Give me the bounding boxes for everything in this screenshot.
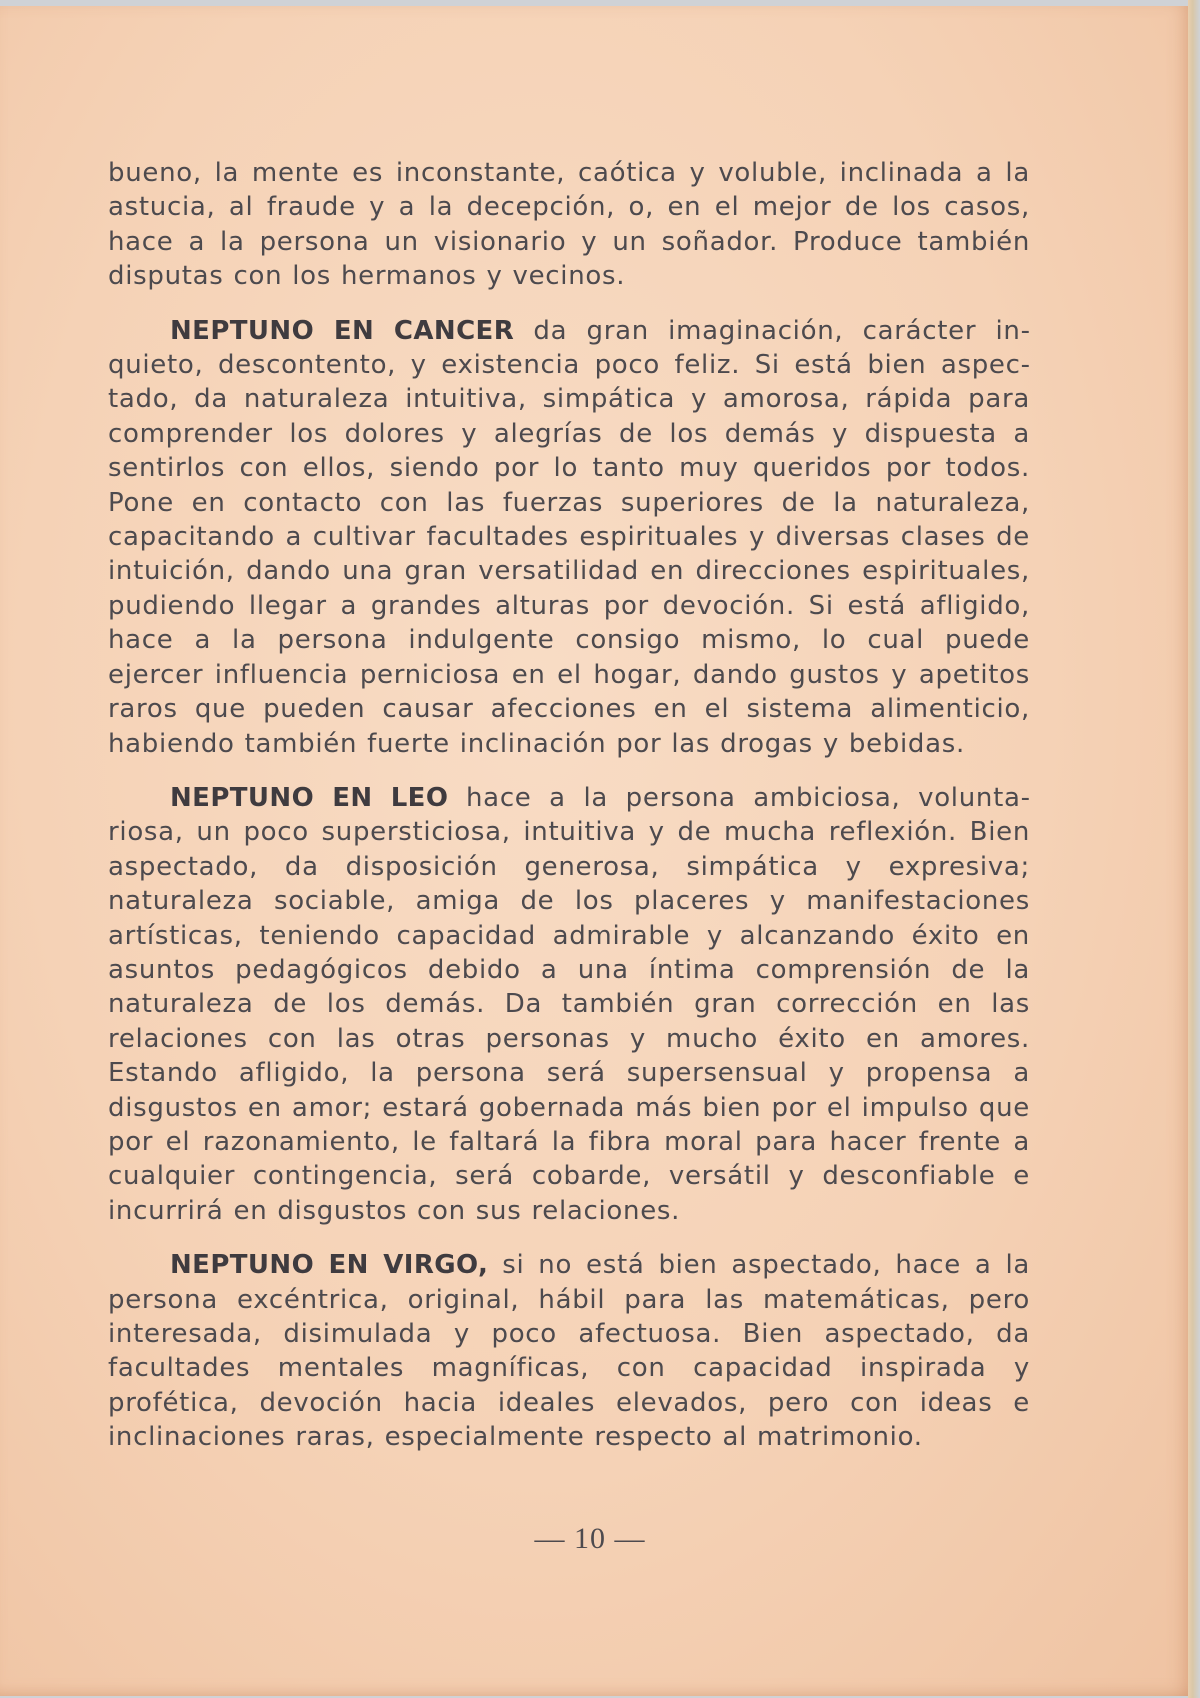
paragraph-continuation: [108, 156, 1030, 294]
paragraph-heading: NEPTUNO EN LEO: [170, 782, 449, 813]
paragraph-text: si no está bien aspectado, hace a la persona excéntrica, original, hábil para las matemáticas, pero interesada, disimulada y poco afectuosa. Bien aspectado, da facultades mentales magníficas, con capacidad inspirada y profética, devoción hacia ideales elevados, pero con ideas e inclinaciones raras, especialmente respecto al matrimonio.: [108, 1250, 1030, 1453]
body-text: [108, 156, 1030, 1475]
paragraph-text: bueno, la mente es inconstante, caótica y voluble, inclinada a la astucia, al fraude y a la decepción, o, en el mejor de los casos, hace a la persona un visionario y un soñador. Produce también disputas con los hermanos y vecinos.: [108, 158, 1030, 292]
paragraph-text: hace a la persona ambiciosa, voluntariosa, un poco supersticiosa, intuitiva y de mucha reflexión. Bien aspectado, da disposición generosa, simpática y expresiva; naturaleza sociable, amiga de los placeres y manifestaciones artísticas, teniendo capacidad admirable y alcanzando éxito en asuntos pedagógicos debido a una íntima comprensión de la naturaleza de los demás. Da también gran corrección en las relaciones con las otras personas y mucho éxito en amores. Estando afligido, la persona será supersensual y propensa a disgustos en amor; estará gobernada más bien por el impulso que por el razonamiento, le faltará la fibra moral para hacer frente a cualquier contingencia, será cobarde, versátil y desconfiable e incurrirá en disgustos con sus relaciones.: [108, 782, 1030, 1226]
page-edge-shadow: [1188, 0, 1200, 1698]
scanned-page: [0, 6, 1192, 1696]
paragraph-text: da gran imaginación, carácter inquieto, descontento, y existencia poco feliz. Si está bien aspectado, da naturaleza intuitiva, simpática y amorosa, rápida para comprender los dolores y alegrías de los demás y dispuesta a sentirlos con ellos, siendo por lo tanto muy queridos por todos. Pone en contacto con las fuerzas superiores de la naturaleza, capacitando a cultivar facultades espirituales y diversas clases de intuición, dando una gran versatilidad en direcciones espirituales, pudiendo llegar a grandes alturas por devoción. Si está afligido, hace a la persona indulgente consigo mismo, lo cual puede ejercer influencia perniciosa en el hogar, dando gustos y apetitos raros que pueden causar afecciones en el sistema alimenticio, habiendo también fuerte inclinación por las drogas y bebidas.: [108, 315, 1030, 759]
paragraph-heading: NEPTUNO EN VIRGO,: [170, 1250, 489, 1281]
paragraph-neptuno-en-leo: [108, 781, 1030, 1228]
paragraph-heading: NEPTUNO EN CANCER: [170, 315, 515, 346]
page-number: — 10 —: [534, 1522, 646, 1555]
paragraph-neptuno-en-virgo: [108, 1248, 1030, 1454]
paragraph-neptuno-en-cancer: [108, 314, 1030, 761]
